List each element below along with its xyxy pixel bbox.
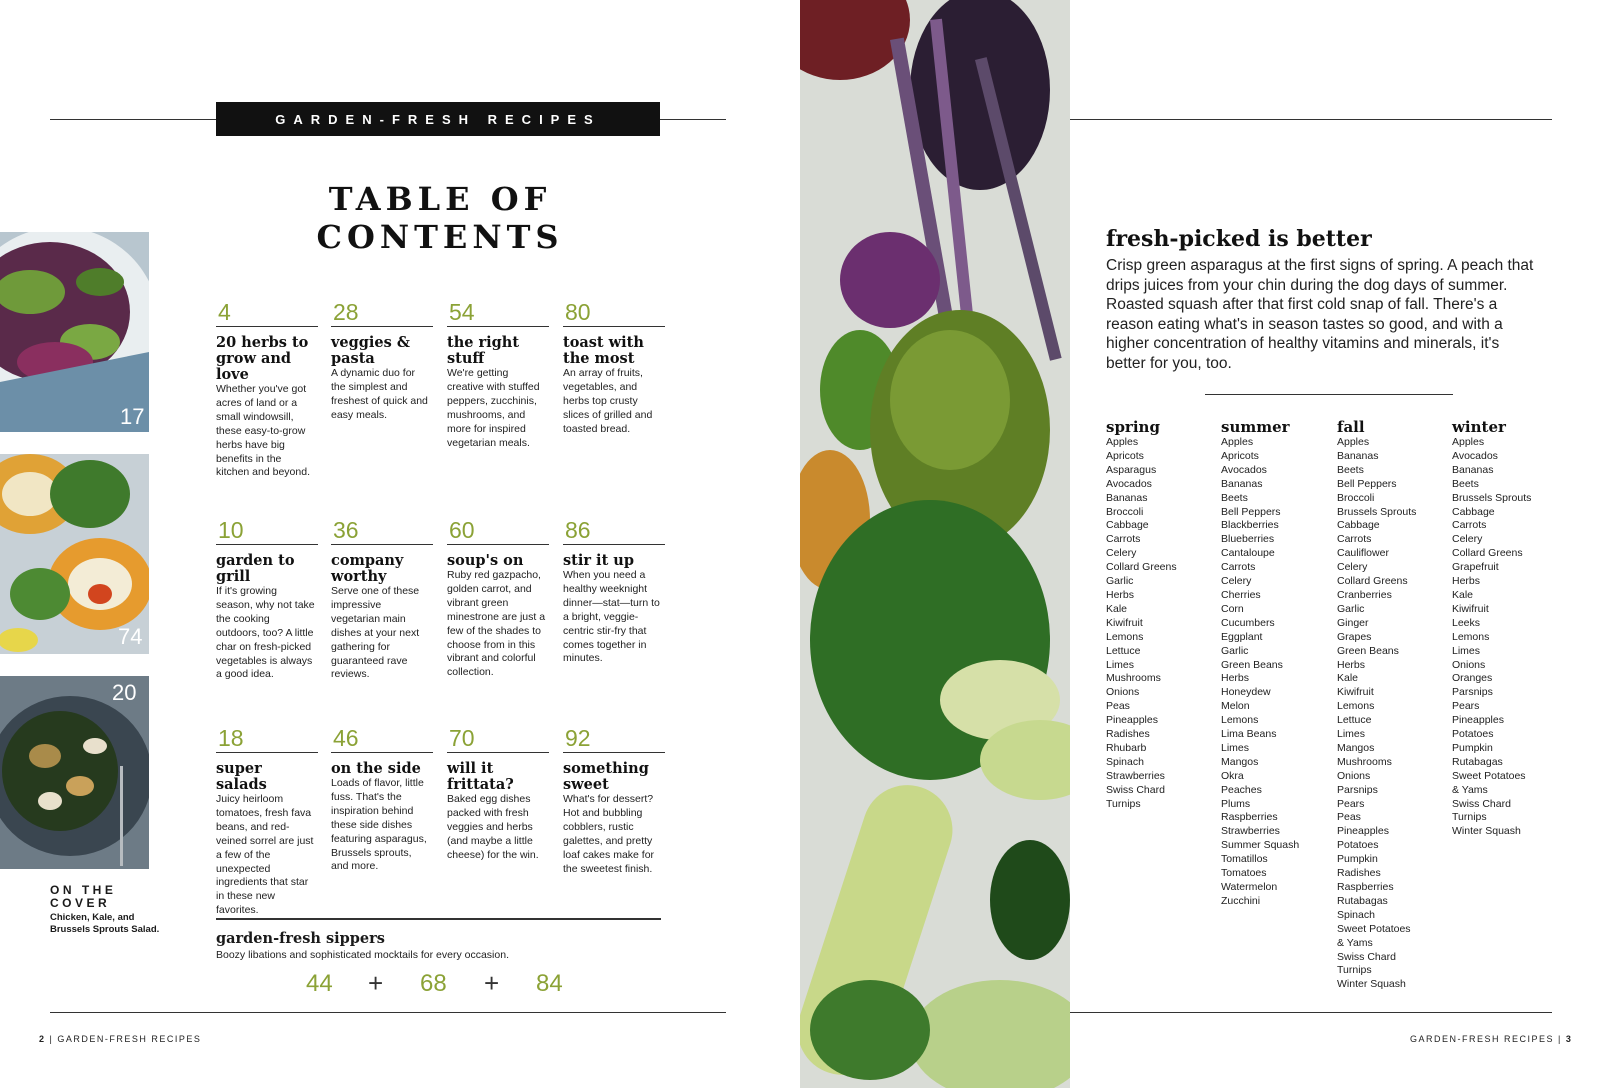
produce-item: Apples (1221, 436, 1254, 448)
page-title-line2: CONTENTS (316, 218, 564, 256)
toc-entry[interactable] (447, 516, 547, 680)
produce-item: Pumpkin (1337, 853, 1378, 866)
toc-page-number: 36 (331, 516, 433, 545)
produce-item: Collard Greens (1106, 561, 1177, 574)
toc-page-number: 86 (563, 516, 665, 545)
season-heading: winter (1452, 418, 1506, 436)
produce-item: Pears (1337, 797, 1365, 810)
produce-item: Eggplant (1221, 630, 1263, 643)
toc-description: What's for dessert? Hot and bubbling cobblers, rustic galettes, and pretty loaf cakes make for the sweetest finish. (563, 793, 655, 875)
toc-entry[interactable] (216, 516, 316, 682)
produce-item: Potatoes (1337, 839, 1379, 852)
produce-item: Lettuce (1106, 644, 1141, 657)
produce-item: Peas (1337, 811, 1361, 824)
produce-item: Grapes (1337, 630, 1372, 643)
produce-item: Potatoes (1452, 728, 1494, 741)
toc-description: If it's growing season, why not take the cooking outdoors, too? A little char on fresh-picked vegetables is always a good idea. (216, 585, 315, 681)
produce-item: Collard Greens (1337, 575, 1408, 588)
produce-item: Strawberries (1221, 825, 1280, 838)
fresh-picked-body: Crisp green asparagus at the first signs of spring. A peach that drips juices from your chin during the dog days of summer. Roasted squash after that first cold snap of fall. There's a reason eating what's in season tastes so good, and with a higher concentration of healthy vitamins and minerals, it's better for you, too. (1106, 257, 1534, 372)
sippers-page-number[interactable]: 68 (420, 970, 447, 997)
produce-item: Limes (1106, 658, 1135, 671)
sippers-description: Boozy libations and sophisticated mocktails for every occasion. (216, 949, 509, 961)
salad-photo (0, 232, 149, 432)
produce-item: Cranberries (1337, 588, 1392, 601)
sippers-title[interactable]: garden-fresh sippers (216, 930, 385, 947)
produce-item: Bell Peppers (1221, 505, 1281, 518)
season-list (1452, 436, 1564, 839)
produce-item: Spinach (1337, 908, 1375, 921)
produce-item: Mangos (1221, 755, 1259, 768)
produce-item: Winter Squash (1337, 978, 1406, 991)
produce-item: Lemons (1337, 700, 1375, 713)
produce-item: Radishes (1337, 867, 1381, 880)
produce-item: Plums (1221, 797, 1251, 810)
toc-page-number: 4 (216, 298, 318, 327)
produce-item: Blueberries (1221, 533, 1275, 546)
sippers-page-number[interactable]: 84 (536, 970, 563, 997)
folio-separator: | (1558, 1034, 1562, 1044)
produce-item: Corn (1221, 602, 1244, 615)
toc-entry[interactable] (331, 516, 431, 682)
produce-item: Turnips (1337, 964, 1372, 977)
toc-description: An array of fruits, vegetables, and herbs top crusty slices of grilled and toasted bread. (563, 367, 653, 435)
produce-item: Kale (1337, 672, 1359, 685)
folio-right (1410, 1034, 1572, 1044)
produce-item: Bananas (1221, 477, 1263, 490)
produce-item: Turnips (1452, 811, 1487, 824)
produce-item: Swiss Chard (1337, 950, 1396, 963)
produce-item: Blackberries (1221, 519, 1279, 532)
produce-item: Cabbage (1337, 519, 1380, 532)
produce-item: Grapefruit (1452, 561, 1499, 574)
produce-item: Onions (1452, 658, 1486, 671)
produce-item: Apples (1106, 436, 1139, 448)
produce-item: Avocados (1106, 477, 1152, 490)
toc-entry[interactable] (447, 298, 547, 450)
produce-item: Bananas (1106, 491, 1148, 504)
toc-entry[interactable] (563, 724, 663, 876)
produce-item: Cauliflower (1337, 547, 1389, 560)
produce-item: Kale (1452, 588, 1474, 601)
produce-item: Apples (1452, 436, 1485, 448)
produce-item: Cabbage (1452, 505, 1495, 518)
cover-heading: ON THE (50, 883, 117, 897)
sippers-rule (216, 918, 661, 920)
produce-item: Pineapples (1452, 714, 1504, 727)
produce-item: Cherries (1221, 588, 1261, 601)
produce-item: Zucchini (1221, 894, 1261, 907)
produce-item: Sweet Potatoes (1452, 769, 1526, 782)
fresh-picked-title: fresh-picked is better (1106, 226, 1372, 252)
produce-item: Apricots (1106, 449, 1144, 462)
produce-item: Lemons (1106, 630, 1144, 643)
produce-item: Asparagus (1106, 463, 1157, 476)
produce-item: Parsnips (1452, 686, 1493, 699)
produce-item: Leeks (1452, 616, 1481, 629)
thumbnail-page-number: 17 (120, 404, 145, 429)
cover-caption (50, 884, 160, 936)
produce-item: Brussels Sprouts (1337, 505, 1417, 518)
produce-item: Parsnips (1337, 783, 1378, 796)
produce-item: Pineapples (1337, 825, 1389, 838)
produce-item: Herbs (1452, 575, 1481, 588)
toc-description: Baked egg dishes packed with fresh veggies and herbs (and maybe a little cheese) for the win. (447, 793, 539, 861)
produce-item: Peaches (1221, 783, 1262, 796)
cover-heading-2: COVER (50, 896, 111, 910)
toc-title: soup's on (447, 552, 524, 569)
plus-icon: + (484, 968, 500, 998)
produce-item: Avocados (1452, 449, 1498, 462)
produce-item: Green Beans (1221, 658, 1283, 671)
toc-description: We're getting creative with stuffed peppers, zucchinis, mushrooms, and more for inspired vegetarian meals. (447, 367, 540, 449)
produce-item: Green Beans (1337, 644, 1399, 657)
toc-title: stir it up (563, 552, 634, 569)
season-column-fall (1337, 418, 1449, 992)
thumbnail-page-number: 20 (112, 680, 137, 705)
season-list (1221, 436, 1333, 909)
folio-label: GARDEN-FRESH RECIPES (1410, 1034, 1555, 1044)
produce-item: Herbs (1106, 588, 1135, 601)
toc-description: Juicy heirloom tomatoes, fresh fava beans, and red-veined sorrel are just a few of the unexpected ingredients that star in these new favorites. (216, 793, 314, 917)
toc-entry[interactable] (563, 298, 663, 437)
produce-item: Oranges (1452, 672, 1493, 685)
toc-entry[interactable] (331, 724, 431, 874)
toc-description: Whether you've got acres of land or a small windowsill, these easy-to-grow herbs have big benefits in the kitchen and beyond. (216, 383, 310, 479)
produce-item: Celery (1106, 547, 1137, 560)
toc-description: A dynamic duo for the simplest and freshest of quick and easy meals. (331, 367, 428, 421)
produce-item: Raspberries (1221, 811, 1278, 824)
toc-title: company worthy (331, 552, 404, 585)
produce-item: Garlic (1337, 602, 1365, 615)
produce-item: Broccoli (1337, 491, 1375, 504)
produce-item: Onions (1337, 769, 1371, 782)
produce-item: Rutabagas (1452, 755, 1503, 768)
produce-item: Okra (1221, 769, 1244, 782)
produce-item: Carrots (1106, 533, 1141, 546)
produce-item: Lemons (1452, 630, 1490, 643)
produce-item: Swiss Chard (1452, 797, 1511, 810)
vegetable-photo (800, 0, 1070, 1088)
folio-separator: | (49, 1034, 54, 1044)
produce-item: Beets (1221, 491, 1248, 504)
toc-description: Ruby red gazpacho, golden carrot, and vibrant green minestrone are just a few of the shades to choose from in this vibrant and colorful collection. (447, 569, 546, 679)
produce-item: Lettuce (1337, 714, 1372, 727)
fresh-divider (1205, 394, 1453, 395)
toc-title: 20 herbs to grow and love (216, 334, 309, 383)
vegetable-photo-art (800, 0, 1070, 1088)
folio-page-number: 2 (39, 1034, 46, 1044)
produce-item: Mangos (1337, 741, 1375, 754)
produce-item: Lemons (1221, 714, 1259, 727)
toc-page-number: 70 (447, 724, 549, 753)
produce-item: Turnips (1106, 797, 1141, 810)
produce-item: Rutabagas (1337, 894, 1388, 907)
produce-item: Cabbage (1106, 519, 1149, 532)
produce-item: Mushrooms (1337, 755, 1392, 768)
produce-item: Raspberries (1337, 881, 1394, 893)
produce-item: Melon (1221, 700, 1250, 713)
season-column-summer (1221, 418, 1333, 909)
page-title (260, 180, 620, 256)
season-list (1337, 436, 1449, 992)
thumbnail-cover[interactable] (0, 676, 149, 869)
thumbnail-grill[interactable] (0, 454, 149, 654)
thumbnail-salad[interactable] (0, 232, 149, 432)
header-rule-right (1070, 119, 1552, 120)
produce-item: Bell Peppers (1337, 477, 1397, 490)
sippers-page-number[interactable]: 44 (306, 970, 333, 997)
page-title-line1: TABLE OF (328, 180, 552, 218)
produce-item: Limes (1452, 644, 1481, 657)
produce-item: Pineapples (1106, 714, 1158, 727)
produce-item: Beets (1337, 463, 1364, 476)
season-column-winter (1452, 418, 1564, 839)
produce-item: Sweet Potatoes (1337, 922, 1411, 935)
toc-entry[interactable] (216, 724, 316, 918)
produce-item: Winter Squash (1452, 825, 1521, 838)
produce-item: Kiwifruit (1106, 616, 1143, 629)
produce-item: Garlic (1221, 644, 1249, 657)
season-column-spring (1106, 418, 1218, 811)
produce-item: Collard Greens (1452, 547, 1523, 560)
toc-description: When you need a healthy weeknight dinner—stat—turn to a bright, veggie-centric stir-fry that comes together in minutes. (563, 569, 660, 665)
produce-item: Cucumbers (1221, 616, 1275, 629)
produce-item: Watermelon (1221, 881, 1278, 893)
cover-description: Chicken, Kale, and Brussels Sprouts Salad. (50, 912, 160, 935)
produce-item: Pumpkin (1452, 741, 1493, 754)
produce-item: Beets (1452, 477, 1479, 490)
toc-entry[interactable] (331, 298, 431, 423)
produce-item: Apricots (1221, 449, 1259, 462)
toc-page-number: 46 (331, 724, 433, 753)
produce-item: Honeydew (1221, 686, 1271, 699)
footer-rule-right (1070, 1012, 1552, 1013)
toc-title: will it frittata? (447, 760, 514, 793)
produce-item: Celery (1221, 575, 1252, 588)
produce-item: Mushrooms (1106, 672, 1161, 685)
produce-item: Carrots (1452, 519, 1487, 532)
toc-title: toast with the most (563, 334, 644, 367)
produce-item: Onions (1106, 686, 1140, 699)
toc-page-number: 10 (216, 516, 318, 545)
toc-page-number: 92 (563, 724, 665, 753)
toc-title: garden to grill (216, 552, 295, 585)
produce-item: Herbs (1221, 672, 1250, 685)
toc-entry[interactable] (563, 516, 663, 666)
toc-title: on the side (331, 760, 421, 777)
produce-item: Kiwifruit (1337, 686, 1374, 699)
produce-item: Rhubarb (1106, 741, 1147, 754)
produce-item: Herbs (1337, 658, 1366, 671)
season-heading: summer (1221, 418, 1290, 436)
produce-item: Bananas (1337, 449, 1379, 462)
toc-title: something sweet (563, 760, 649, 793)
section-banner: GARDEN-FRESH RECIPES (216, 102, 660, 136)
produce-item: & Yams (1452, 783, 1488, 796)
produce-item: Limes (1337, 728, 1366, 741)
toc-entry[interactable] (216, 298, 316, 480)
produce-item: Garlic (1106, 575, 1134, 588)
toc-page-number: 28 (331, 298, 433, 327)
toc-description: Serve one of these impressive vegetarian main dishes at your next gathering for guaranteed rave reviews. (331, 585, 420, 681)
toc-page-number: 80 (563, 298, 665, 327)
produce-item: Kiwifruit (1452, 602, 1489, 615)
footer-rule-left (50, 1012, 726, 1013)
folio-label: GARDEN-FRESH RECIPES (57, 1034, 202, 1044)
toc-page-number: 54 (447, 298, 549, 327)
produce-item: Spinach (1106, 755, 1144, 768)
produce-item: Radishes (1106, 728, 1150, 741)
produce-item: Brussels Sprouts (1452, 491, 1532, 504)
toc-title: super salads (216, 760, 267, 793)
produce-item: Peas (1106, 700, 1130, 713)
thumbnail-page-number: 74 (118, 624, 143, 649)
produce-item: Lima Beans (1221, 728, 1277, 741)
produce-item: Tomatillos (1221, 853, 1268, 866)
produce-item: Pears (1452, 700, 1480, 713)
produce-item: Apples (1337, 436, 1370, 448)
produce-item: Ginger (1337, 616, 1369, 629)
produce-item: Carrots (1221, 561, 1256, 574)
folio-page-number: 3 (1565, 1034, 1573, 1044)
produce-item: Limes (1221, 741, 1250, 754)
toc-entry[interactable] (447, 724, 547, 863)
produce-item: Celery (1337, 561, 1368, 574)
season-heading: fall (1337, 418, 1365, 436)
produce-item: Kale (1106, 602, 1128, 615)
season-heading: spring (1106, 418, 1160, 436)
produce-item: Avocados (1221, 463, 1267, 476)
folio-left (39, 1034, 201, 1044)
season-list (1106, 436, 1218, 811)
toc-description: Loads of flavor, little fuss. That's the inspiration behind these side dishes featuring asparagus, Brussels sprouts, and more. (331, 777, 427, 873)
produce-item: Summer Squash (1221, 839, 1300, 852)
toc-title: veggies & pasta (331, 334, 410, 367)
produce-item: Cantaloupe (1221, 547, 1275, 560)
produce-item: Strawberries (1106, 769, 1165, 782)
toc-page-number: 18 (216, 724, 318, 753)
produce-item: Celery (1452, 533, 1483, 546)
toc-title: the right stuff (447, 334, 520, 367)
produce-item: Broccoli (1106, 505, 1144, 518)
produce-item: Swiss Chard (1106, 783, 1165, 796)
produce-item: Tomatoes (1221, 867, 1267, 880)
toc-page-number: 60 (447, 516, 549, 545)
produce-item: Carrots (1337, 533, 1372, 546)
produce-item: Bananas (1452, 463, 1494, 476)
produce-item: & Yams (1337, 936, 1373, 949)
plus-icon: + (368, 968, 384, 998)
